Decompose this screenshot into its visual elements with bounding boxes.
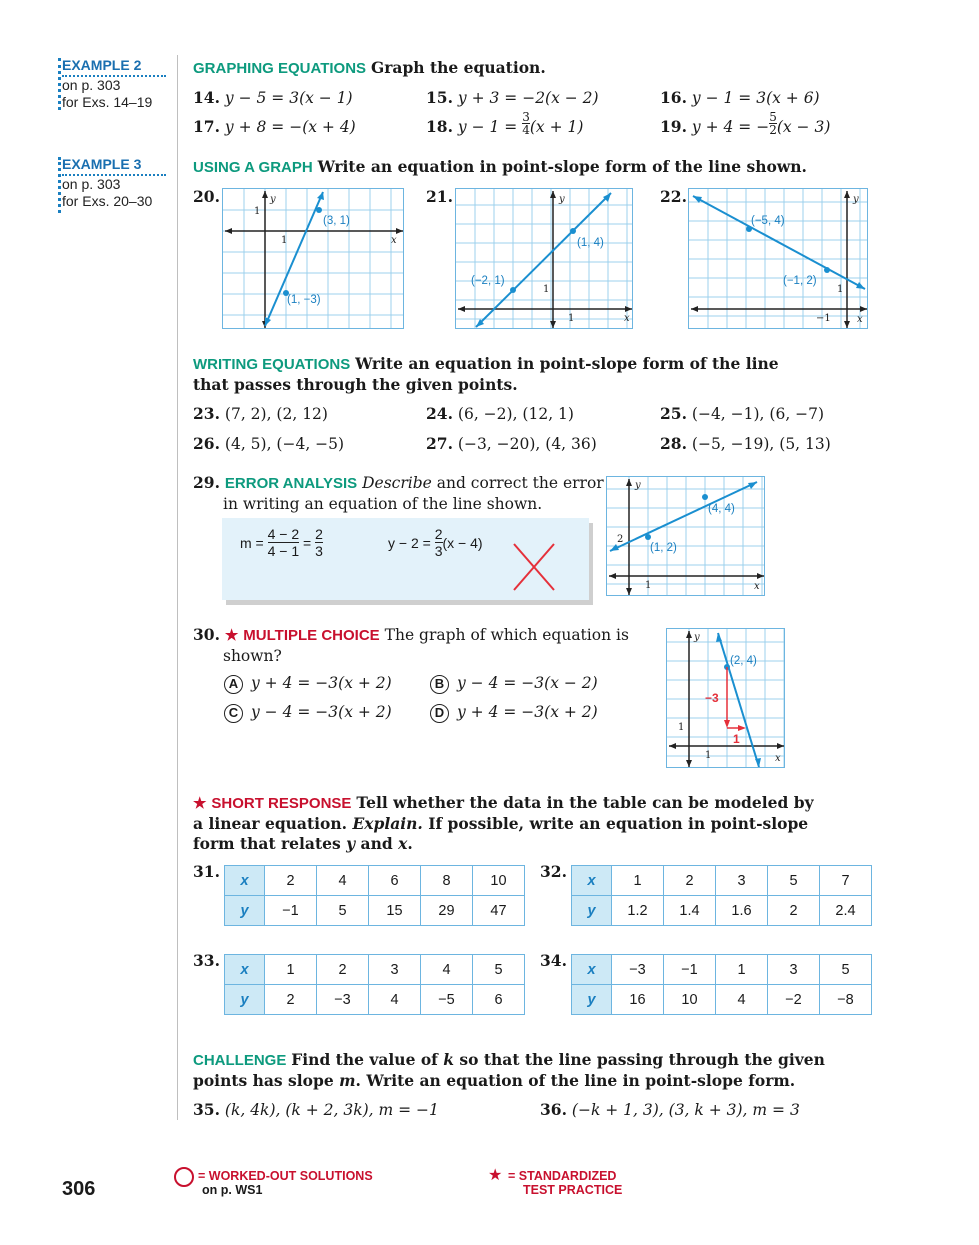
svg-text:2: 2 xyxy=(617,534,624,545)
svg-text:x: x xyxy=(775,753,781,764)
svg-text:x: x xyxy=(391,235,397,246)
exercise-33-number: 33. xyxy=(193,951,220,970)
svg-text:(−2, 1): (−2, 1) xyxy=(471,275,505,287)
exercise-18: 18. y − 1 = $\frac{3}{4}$ (x + 1) xyxy=(426,110,584,137)
grid xyxy=(223,189,404,329)
exercise-23: 23. (7, 2), (2, 12) xyxy=(193,404,328,423)
section-instruction: Graph the equation. xyxy=(371,58,546,77)
table-31: x 2 4 6 8 10 y −1 5 15 29 47 xyxy=(224,865,525,926)
svg-text:x: x xyxy=(754,581,760,592)
svg-text:1: 1 xyxy=(281,235,288,246)
point-1 xyxy=(316,207,322,213)
example-2-ref[interactable] xyxy=(62,57,166,111)
exercise-32-number: 32. xyxy=(540,862,567,881)
section-using-a-graph: USING A GRAPH Write an equation in point-slope form of the line shown. xyxy=(193,157,807,176)
example-3-title: EXAMPLE 3 xyxy=(62,156,166,176)
exercise-30: 30. ★ MULTIPLE CHOICE The graph of which equation is shown? xyxy=(193,625,629,665)
exercise-29: 29. ERROR ANALYSIS Describe and correct the error in writing an equation of the line shown. xyxy=(193,473,604,513)
example-3-ref[interactable] xyxy=(62,156,166,210)
table-33: x 1 2 3 4 5 y 2 −3 4 −5 6 xyxy=(224,954,525,1015)
svg-text:1: 1 xyxy=(254,206,261,217)
svg-text:1: 1 xyxy=(705,750,712,761)
graph-21 xyxy=(455,188,633,329)
exercise-22-number: 22. xyxy=(660,187,687,206)
exercise-26: 26. (4, 5), (−4, −5) xyxy=(193,434,345,453)
point-1-label: (3, 1) xyxy=(323,215,350,227)
exercise-25: 25. (−4, −1), (6, −7) xyxy=(660,404,825,423)
exercise-14: 14. y − 5 = 3(x − 1) xyxy=(193,88,353,107)
graph-22 xyxy=(688,188,868,329)
exercise-20-number: 20. xyxy=(193,187,220,206)
table-32: x 1 2 3 5 7 y 1.2 1.4 1.6 2 2.4 xyxy=(571,865,872,926)
svg-text:(−5, 4): (−5, 4) xyxy=(751,215,785,227)
choice-a[interactable]: A y + 4 = −3(x + 2) xyxy=(224,674,392,694)
exercise-24: 24. (6, −2), (12, 1) xyxy=(426,404,574,423)
example-3-exercises: for Exs. 20–30 xyxy=(62,193,153,209)
svg-text:x: x xyxy=(857,314,863,325)
graph-20 xyxy=(222,188,404,329)
section-graphing-equations xyxy=(193,58,546,77)
svg-text:−3: −3 xyxy=(705,691,719,705)
exercise-15: 15. y + 3 = −2(x − 2) xyxy=(426,88,599,107)
svg-text:(−1, 2): (−1, 2) xyxy=(783,275,817,287)
equation-work: y − 2 = $\frac{2}{3}$ (x − 4) xyxy=(388,526,483,559)
exercise-28: 28. (−5, −19), (5, 13) xyxy=(660,434,831,453)
example-2-page: on p. 303 xyxy=(62,77,121,93)
exercise-16: 16. y − 1 = 3(x + 6) xyxy=(660,88,820,107)
svg-text:1: 1 xyxy=(543,284,550,295)
svg-text:y: y xyxy=(270,194,276,205)
exercise-19: 19. y + 4 = − $\frac{5}{2}$ (x − 3) xyxy=(660,110,831,137)
exercise-31-number: 31. xyxy=(193,862,220,881)
exercise-27: 27. (−3, −20), (4, 36) xyxy=(426,434,597,453)
graph-29 xyxy=(606,476,765,596)
exercise-21-number: 21. xyxy=(426,187,453,206)
section-short-response: ★ SHORT RESPONSE Tell whether the data in the table can be modeled by a linear equation. Explain. If possible, write an equation in point-slope form that relates y and x. xyxy=(193,793,814,853)
exercise-17: 17. y + 8 = −(x + 4) xyxy=(193,117,356,136)
example-2-exercises: for Exs. 14–19 xyxy=(62,94,153,110)
svg-text:1: 1 xyxy=(568,313,575,324)
worked-out-solutions-note: = WORKED-OUT SOLUTIONS on p. WS1 xyxy=(198,1169,373,1197)
graph-20-svg xyxy=(223,189,404,329)
choice-b[interactable]: B y − 4 = −3(x − 2) xyxy=(430,674,598,694)
svg-text:(4, 4): (4, 4) xyxy=(708,503,735,515)
star-icon: ★ xyxy=(488,1165,503,1184)
test-practice-note: = STANDARDIZED TEST PRACTICE xyxy=(508,1169,623,1197)
exercise-34-number: 34. xyxy=(540,951,567,970)
example-3-page: on p. 303 xyxy=(62,176,121,192)
svg-text:−1: −1 xyxy=(816,313,831,324)
svg-text:1: 1 xyxy=(733,732,740,746)
choice-d[interactable]: D y + 4 = −3(x + 2) xyxy=(430,703,598,723)
exercise-35: 35. (k, 4k), (k + 2, 3k), m = −1 xyxy=(193,1100,439,1119)
circle-icon xyxy=(174,1167,194,1187)
exercise-36: 36. (−k + 1, 3), (3, k + 3), m = 3 xyxy=(540,1100,800,1119)
section-challenge: CHALLENGE Find the value of k so that the line passing through the given points has slope m. Write an equation of the line in point-slope form. xyxy=(193,1050,825,1090)
page-number: 306 xyxy=(62,1178,96,1200)
svg-text:y: y xyxy=(853,194,859,205)
point-2-label: (1, −3) xyxy=(287,294,321,306)
margin-rule xyxy=(177,55,178,1120)
svg-text:x: x xyxy=(624,313,630,324)
svg-text:y: y xyxy=(694,632,700,643)
svg-text:(2, 4): (2, 4) xyxy=(730,655,757,667)
graph-30 xyxy=(666,628,785,768)
error-work-box xyxy=(222,518,589,600)
svg-text:1: 1 xyxy=(645,580,652,591)
slope-work: m = $\frac{4 - 2}{4 - 1}$ = $\frac{2}{3}$ xyxy=(240,526,323,559)
svg-text:y: y xyxy=(559,194,565,205)
section-heading: GRAPHING EQUATIONS xyxy=(193,60,367,77)
svg-text:1: 1 xyxy=(678,722,685,733)
example-2-title: EXAMPLE 2 xyxy=(62,57,166,77)
section-writing-equations: WRITING EQUATIONS Write an equation in point-slope form of the line that passes through the given points. xyxy=(193,354,779,394)
table-34: x −3 −1 1 3 5 y 16 10 4 −2 −8 xyxy=(571,954,872,1015)
svg-text:(1, 2): (1, 2) xyxy=(650,542,677,554)
svg-text:(1, 4): (1, 4) xyxy=(577,237,604,249)
error-x-mark xyxy=(510,540,558,594)
svg-text:1: 1 xyxy=(837,284,844,295)
svg-text:y: y xyxy=(635,480,641,491)
choice-c[interactable]: C y − 4 = −3(x + 2) xyxy=(224,703,392,723)
